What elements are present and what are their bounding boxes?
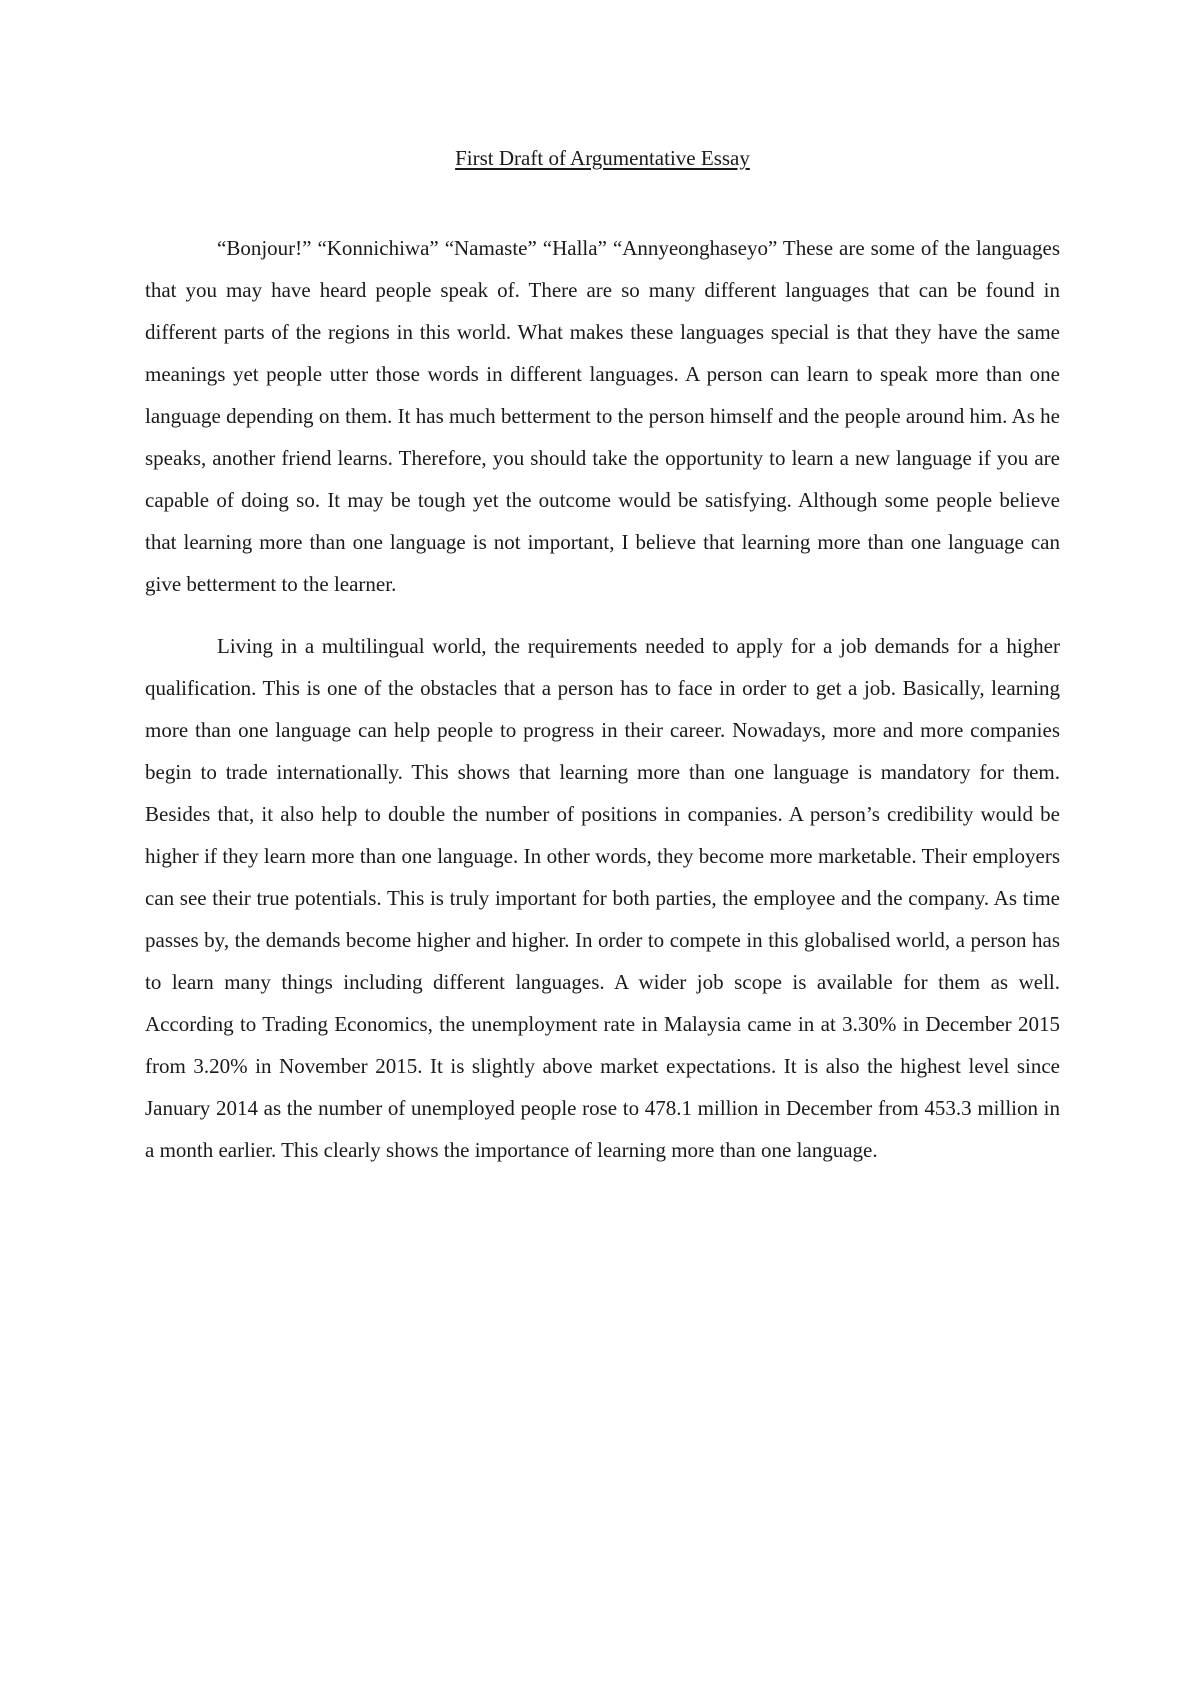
essay-title: First Draft of Argumentative Essay [455,146,750,170]
essay-paragraph-2: Living in a multilingual world, the requirements needed to apply for a job demands for a higher qualification. This is one of the obstacles that a person has to face in order to get a job. Basically, learning more than one language can help people to progress in their career. Nowadays, more and more companies begin to trade internationally. This shows that learning more than one language is mandatory for them. Besides that, it also help to double the number of positions in companies. A person’s credibility would be higher if they learn more than one language. In other words, they become more marketable. Their employers can see their true potentials. This is truly important for both parties, the employee and the company. As time passes by, the demands become higher and higher. In order to compete in this globalised world, a person has to learn many things including different languages. A wider job scope is available for them as well. According to Trading Economics, the unemployment rate in Malaysia came in at 3.30% in December 2015 from 3.20% in November 2015. It is slightly above market expectations. It is also the highest level since January 2014 as the number of unemployed people rose to 478.1 million in December from 453.3 million in a month earlier. This clearly shows the importance of learning more than one language. [145,634,1060,1162]
essay-paragraph-1: “Bonjour!” “Konnichiwa” “Namaste” “Halla” “Annyeonghaseyo” These are some of the languages that you may have heard people speak of. There are so many different languages that can be found in different parts of the regions in this world. What makes these languages special is that they have the same meanings yet people utter those words in different languages. A person can learn to speak more than one language depending on them. It has much betterment to the person himself and the people around him. As he speaks, another friend learns. Therefore, you should take the opportunity to learn a new language if you are capable of doing so. It may be tough yet the outcome would be satisfying. Although some people believe that learning more than one language is not important, I believe that learning more than one language can give betterment to the learner. [145,236,1060,596]
